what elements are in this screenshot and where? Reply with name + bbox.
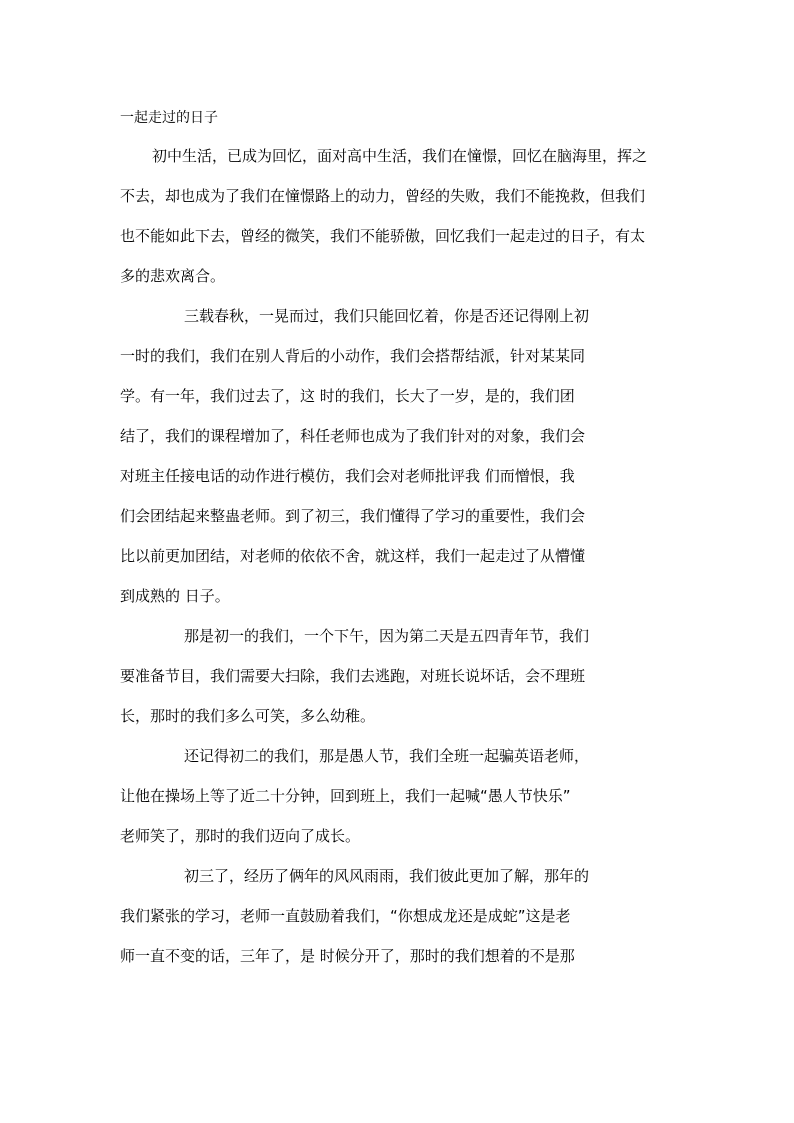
text-line: 那是初一的我们，一个下午，因为第二天是五四青年节，我们 [184, 627, 590, 645]
text-line: 一时的我们，我们在别人背后的小动作，我们会搭帮结派，针对某某同 [120, 347, 586, 365]
document-title: 一起走过的日子 [120, 110, 218, 126]
text-line: 长，那时的我们多么可笑，多么幼稚。 [120, 707, 376, 725]
text-line: 对班主任接电话的动作进行模仿，我们会对老师批评我 们而憎恨，我 [120, 467, 575, 485]
text-line: 结了，我们的课程增加了，科任老师也成为了我们针对的对象，我们会 [120, 427, 586, 445]
text-line: 到成熟的 日子。 [120, 587, 230, 605]
text-line: 还记得初二的我们，那是愚人节，我们全班一起骗英语老师， [184, 747, 590, 765]
text-line: 三载春秋，一晃而过，我们只能回忆着，你是否还记得刚上初 [184, 307, 590, 325]
text-line: 多的悲欢离合。 [120, 267, 226, 285]
text-line: 不去，却也成为了我们在憧憬路上的动力，曾经的失败，我们不能挽救，但我们 [120, 187, 646, 205]
text-line: 师一直不变的话，三年了，是 时候分开了，那时的我们想着的不是那 [120, 947, 575, 965]
text-line: 比以前更加团结，对老师的依依不舍，就这样，我们一起走过了从懵懂 [120, 547, 586, 565]
text-line: 我们紧张的学习，老师一直鼓励着我们，“你想成龙还是成蛇”这是老 [120, 907, 571, 925]
text-line: 初中生活，已成为回忆，面对高中生活，我们在憧憬，回忆在脑海里，挥之 [152, 147, 648, 165]
text-line: 老师笑了，那时的我们迈向了成长。 [120, 827, 361, 845]
text-line: 学。有一年，我们过去了，这 时的我们，长大了一岁，是的，我们团 [120, 387, 575, 405]
text-line: 们会团结起来整蛊老师。到了初三，我们懂得了学习的重要性，我们会 [120, 507, 586, 525]
paragraph-2 [120, 296, 676, 616]
paragraph-5 [120, 856, 676, 976]
paragraph-3 [120, 616, 676, 736]
document-page [120, 104, 676, 976]
text-line: 初三了，经历了俩年的风风雨雨，我们彼此更加了解，那年的 [184, 867, 590, 885]
text-line: 要准备节目，我们需要大扫除，我们去逃跑，对班长说坏话，会不理班 [120, 667, 586, 685]
paragraph-4 [120, 736, 676, 856]
text-line: 也不能如此下去，曾经的微笑，我们不能骄傲，回忆我们一起走过的日子，有太 [120, 227, 646, 245]
paragraph-1 [120, 136, 676, 296]
text-line: 让他在操场上等了近二十分钟，回到班上，我们一起喊“愚人节快乐” [120, 787, 571, 805]
